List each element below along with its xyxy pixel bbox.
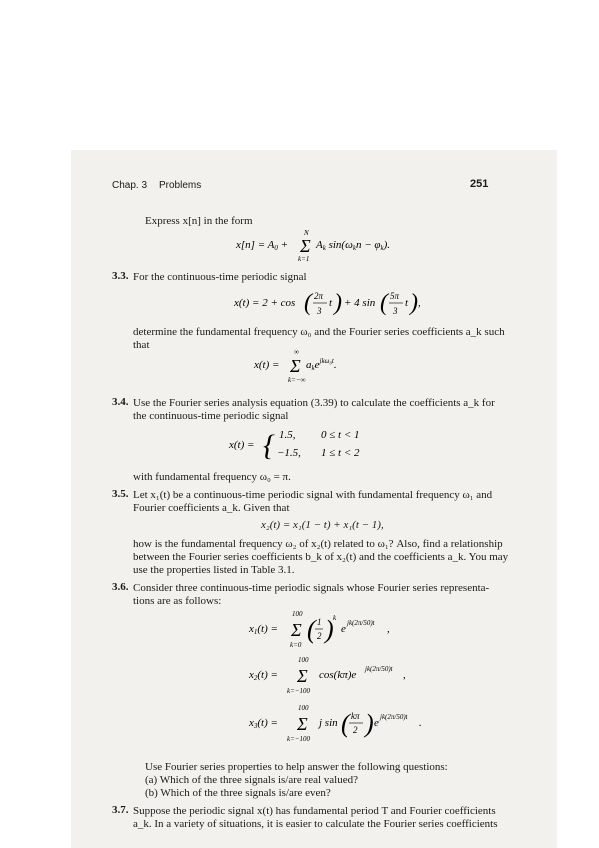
svg-text:−1.5,: −1.5,	[277, 447, 301, 459]
svg-text:(: (	[341, 709, 350, 738]
svg-text:N: N	[304, 229, 309, 237]
svg-text:e: e	[374, 717, 379, 729]
problem-3-3-equation-2	[254, 348, 374, 391]
svg-text:Σ: Σ	[300, 236, 311, 256]
problem-3-7-line-2: a_k. In a variety of situations, it is easier to calculate the Fourier series coefficients	[133, 818, 498, 830]
problem-3-4-number: 3.4.	[112, 396, 129, 408]
svg-text:akejkω₀t.: ake$^{jk\omega_0t}$.	[306, 357, 337, 372]
svg-text:3: 3	[393, 306, 398, 316]
problem-3-7-number: 3.7.	[112, 804, 129, 816]
equation-intro-svg	[236, 228, 436, 268]
problem-3-5-line-2: Fourier coefficients a_k. Given that	[133, 502, 290, 514]
problem-3-3-equation	[234, 284, 444, 327]
svg-text:(: (	[304, 290, 312, 316]
svg-text:3: 3	[317, 306, 322, 316]
problem-3-3-line-1: For the continuous-time periodic signal	[133, 271, 307, 283]
equation-intro	[236, 228, 436, 271]
problem-3-4-line-1: Use the Fourier series analysis equation (3.39) to calculate the coefficients a_k for	[133, 397, 495, 409]
svg-text:100: 100	[298, 656, 309, 664]
problem-3-6-line-2: tions are as follows:	[133, 595, 222, 607]
problem-3-4-after-1: with fundamental frequency ω₀ = π.	[133, 471, 291, 483]
svg-text:k=−100: k=−100	[287, 687, 311, 695]
svg-text:Σ: Σ	[297, 714, 308, 734]
svg-text:t: t	[405, 297, 409, 309]
problem-3-6-line-1: Consider three continuous-time periodic signals whose Fourier series representa-	[133, 582, 490, 594]
svg-text:100: 100	[292, 610, 303, 618]
svg-text:kπ: kπ	[351, 711, 360, 721]
svg-text:): )	[365, 709, 374, 738]
svg-text:Ak sin(ωkn − φk).: Ak sin(ωkn − φk).	[316, 239, 391, 252]
book-page	[71, 150, 557, 848]
problem-3-5-line-1: Let x₁(t) be a continuous-time periodic signal with fundamental frequency ω₁ and	[133, 489, 493, 501]
intro-text: Express x[n] in the form	[145, 215, 253, 227]
svg-text:jk(2π/50)t: jk(2π/50)t	[380, 713, 408, 721]
problem-3-6-after-1: Use Fourier series properties to help answer the following questions:	[145, 761, 448, 773]
svg-text:+ 4 sin: + 4 sin	[344, 297, 376, 309]
svg-text:,: ,	[403, 669, 406, 681]
svg-text:t: t	[329, 297, 333, 309]
problem-3-5-after-3: use the properties listed in Table 3.1.	[133, 564, 295, 576]
svg-text:x(t) =: x(t) =	[229, 439, 255, 451]
problem-3-6-number: 3.6.	[112, 581, 129, 593]
problem-3-7-line-1: Suppose the periodic signal x(t) has fundamental period T and Fourier coefficients	[133, 805, 496, 817]
chapter-label: Chap. 3	[112, 180, 148, 191]
problem-3-4-equation	[229, 422, 419, 469]
svg-text:2: 2	[353, 725, 358, 735]
svg-text:k=−∞: k=−∞	[288, 376, 306, 384]
svg-text:e: e	[341, 623, 346, 635]
page-number: 251	[470, 178, 489, 190]
svg-text:k=0: k=0	[290, 641, 302, 649]
svg-text:cos(kπ)e: cos(kπ)e	[319, 669, 357, 681]
problem-3-5-number: 3.5.	[112, 488, 129, 500]
problem-3-5-after-1: how is the fundamental frequency ω₂ of x₂(t) related to ω₁? Also, find a relationship	[133, 538, 503, 550]
svg-text:(: (	[307, 615, 316, 644]
problem-3-3-number: 3.3.	[112, 270, 129, 282]
svg-text:x3(t) =: x3(t) =	[249, 717, 278, 730]
problem-3-5-equation: x₂(t) = x₁(1 − t) + x₁(t − 1),	[261, 519, 384, 531]
problem-3-4-line-2: the continuous-time periodic signal	[133, 410, 289, 422]
svg-text:k=1: k=1	[298, 255, 310, 263]
svg-text:jk(2π/50)t: jk(2π/50)t	[347, 619, 375, 627]
svg-text:,: ,	[418, 297, 421, 309]
problem-3-6-equations	[249, 608, 469, 761]
svg-text:Σ: Σ	[291, 620, 302, 640]
svg-text:x(t) = 2 + cos: x(t) = 2 + cos	[234, 297, 296, 309]
svg-text:2π: 2π	[314, 291, 324, 301]
svg-text:,: ,	[387, 623, 390, 635]
svg-text:): )	[410, 290, 418, 316]
svg-text:x1(t) =: x1(t) =	[249, 623, 278, 636]
svg-text:x[n] = A0 +: x[n] = A0 +	[236, 239, 289, 252]
problem-3-3-equation-svg	[234, 284, 444, 324]
section-title: Problems	[159, 180, 202, 191]
svg-text:1: 1	[317, 617, 322, 627]
problem-3-4-equation-svg	[229, 422, 419, 466]
problem-3-3-after-2: that	[133, 339, 150, 351]
svg-text:2: 2	[317, 631, 322, 641]
problem-3-3-equation-2-svg	[254, 348, 374, 388]
svg-text:k=−100: k=−100	[287, 735, 311, 743]
svg-text:k: k	[333, 614, 337, 622]
svg-text:.: .	[419, 717, 422, 729]
problem-3-6-equations-svg	[249, 608, 469, 758]
svg-text:(: (	[380, 290, 388, 316]
svg-text:): )	[334, 290, 342, 316]
svg-text:): )	[325, 615, 334, 644]
svg-text:{: {	[263, 429, 275, 462]
svg-text:Σ: Σ	[290, 356, 301, 376]
svg-text:1 ≤ t < 2: 1 ≤ t < 2	[321, 447, 360, 459]
problem-3-6-after-3: (b) Which of the three signals is/are even?	[145, 787, 331, 799]
svg-text:jk(2π/50)t: jk(2π/50)t	[365, 665, 393, 673]
svg-text:Σ: Σ	[297, 666, 308, 686]
problem-3-5-after-2: between the Fourier series coefficients b_k of x₂(t) and the coefficients a_k. You may	[133, 551, 509, 563]
svg-text:100: 100	[298, 704, 309, 712]
svg-text:5π: 5π	[390, 291, 400, 301]
problem-3-6-after-2: (a) Which of the three signals is/are real valued?	[145, 774, 358, 786]
svg-text:∞: ∞	[294, 348, 299, 356]
svg-text:1.5,: 1.5,	[279, 429, 296, 441]
svg-text:j sin: j sin	[319, 717, 338, 729]
svg-text:x2(t) =: x2(t) =	[249, 669, 278, 682]
svg-text:0 ≤ t < 1: 0 ≤ t < 1	[321, 429, 360, 441]
problem-3-3-after-1: determine the fundamental frequency ω₀ and the Fourier series coefficients a_k such	[133, 326, 505, 338]
svg-text:x(t) =: x(t) =	[254, 359, 280, 371]
